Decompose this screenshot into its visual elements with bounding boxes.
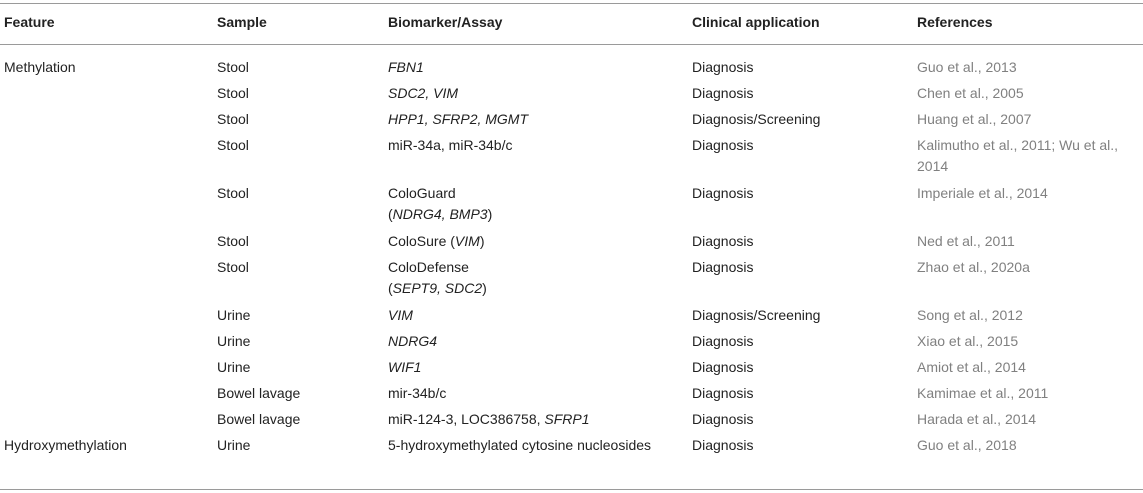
cell-reference: Guo et al., 2013 [917, 59, 1017, 75]
cell-application: Diagnosis [692, 359, 754, 375]
biomarker-part: miR-124-3, LOC386758, [388, 411, 545, 427]
cell-application: Diagnosis [692, 385, 754, 401]
biomarker-part: VIM [454, 233, 480, 249]
cell-sample: Stool [217, 111, 249, 127]
biomarker-part: SFRP1 [544, 411, 590, 427]
cell-reference: Harada et al., 2014 [917, 411, 1037, 427]
header-application: Clinical application [692, 14, 820, 30]
cell-application: Diagnosis [692, 137, 754, 153]
cell-biomarker [388, 109, 668, 130]
cell-sample: Stool [217, 259, 249, 275]
cell-biomarker [388, 305, 668, 326]
cell-application: Diagnosis [692, 85, 754, 101]
cell-sample: Urine [217, 333, 251, 349]
cell-reference: Guo et al., 2018 [917, 437, 1017, 453]
cell-sample: Urine [217, 359, 251, 375]
biomarker-part: ( [388, 206, 393, 222]
header-references: References [917, 14, 993, 30]
cell-application: Diagnosis/Screening [692, 307, 821, 323]
biomarker-part: ) [482, 280, 487, 296]
biomarker-part: ColoDefense [388, 259, 469, 275]
cell-reference: Chen et al., 2005 [917, 85, 1024, 101]
cell-sample: Stool [217, 59, 249, 75]
biomarker-part: 5-hydroxymethylated cytosine nucleosides [388, 437, 652, 453]
cell-application: Diagnosis [692, 59, 754, 75]
cell-application: Diagnosis [692, 185, 754, 201]
cell-application: Diagnosis [692, 233, 754, 249]
biomarker-part: ) [487, 206, 493, 222]
cell-reference: Song et al., 2012 [917, 307, 1023, 323]
cell-reference: Kalimutho et al., 2011; Wu et al., 2014 [917, 137, 1119, 174]
cell-sample: Urine [217, 437, 251, 453]
biomarker-part: HPP1, SFRP2, MGMT [388, 111, 529, 127]
cell-reference: Zhao et al., 2020a [917, 259, 1030, 275]
cell-sample: Stool [217, 137, 249, 153]
cell-application: Diagnosis [692, 333, 754, 349]
cell-reference: Ned et al., 2011 [917, 233, 1015, 249]
biomarker-part: NDRG4 [388, 333, 438, 349]
cell-feature: Hydroxymethylation [4, 437, 127, 453]
header-rule [0, 44, 1143, 45]
cell-sample: Bowel lavage [217, 411, 301, 427]
cell-biomarker [388, 231, 668, 252]
table-top-rule [0, 3, 1143, 4]
biomarker-part: mir-34b/c [388, 385, 447, 401]
biomarker-part: SDC2, VIM [388, 85, 459, 101]
biomarker-part: VIM [388, 307, 413, 323]
cell-sample: Stool [217, 85, 249, 101]
cell-sample: Stool [217, 185, 249, 201]
cell-application: Diagnosis/Screening [692, 111, 821, 127]
header-sample: Sample [217, 14, 267, 30]
biomarker-part: WIF1 [388, 359, 422, 375]
cell-biomarker [388, 357, 668, 378]
cell-reference: Huang et al., 2007 [917, 111, 1032, 127]
cell-application: Diagnosis [692, 259, 754, 275]
cell-biomarker [388, 409, 668, 430]
biomarker-part: SEPT9, SDC2 [392, 280, 483, 296]
biomarker-part: ColoGuard [388, 185, 456, 201]
cell-sample: Bowel lavage [217, 385, 301, 401]
cell-sample: Urine [217, 307, 251, 323]
header-biomarker: Biomarker/Assay [388, 14, 503, 30]
cell-reference: Xiao et al., 2015 [917, 333, 1019, 349]
cell-biomarker [388, 183, 668, 225]
cell-application: Diagnosis [692, 411, 754, 427]
header-feature: Feature [4, 14, 55, 30]
biomarker-part: FBN1 [388, 59, 424, 75]
cell-application: Diagnosis [692, 437, 754, 453]
cell-reference: Kamimae et al., 2011 [917, 385, 1049, 401]
cell-biomarker [388, 257, 668, 299]
cell-sample: Stool [217, 233, 249, 249]
cell-reference: Amiot et al., 2014 [917, 359, 1026, 375]
cell-feature: Methylation [4, 59, 76, 75]
biomarker-part: NDRG4, BMP3 [392, 206, 488, 222]
cell-reference: Imperiale et al., 2014 [917, 185, 1048, 201]
cell-biomarker [388, 383, 668, 404]
biomarker-part: ColoSure ( [388, 233, 455, 249]
cell-biomarker [388, 57, 668, 78]
cell-biomarker [388, 331, 668, 352]
biomarker-part: ( [388, 280, 393, 296]
table-bottom-rule [0, 489, 1143, 490]
cell-biomarker [388, 135, 668, 156]
biomarker-part: ) [479, 233, 485, 249]
cell-biomarker [388, 435, 668, 456]
biomarker-part: miR-34a, miR-34b/c [388, 137, 513, 153]
cell-biomarker [388, 83, 668, 104]
